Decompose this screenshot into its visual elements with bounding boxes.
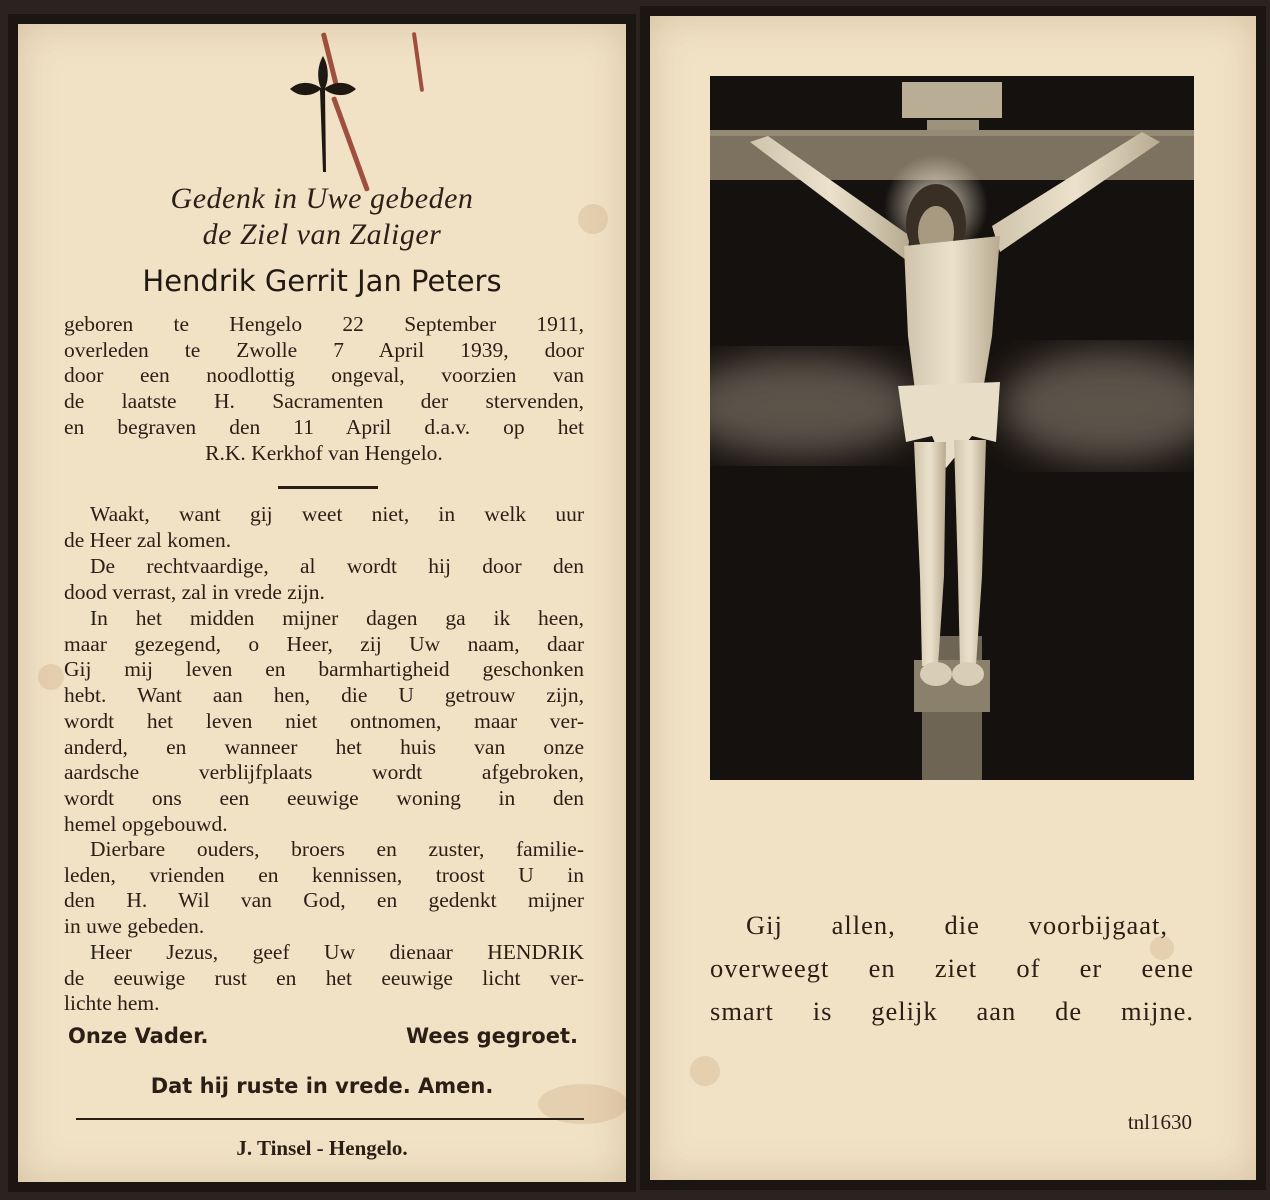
- text-line: hebt. Want aan hen, die U getrouw zijn,: [64, 683, 584, 708]
- cross-icon: [288, 54, 358, 174]
- text-line: anderd, en wanneer het huis van onze: [64, 734, 584, 759]
- text-line: leden, vrienden en kennissen, troost U in: [64, 862, 584, 887]
- deceased-name: Hendrik Gerrit Jan Peters: [142, 264, 502, 298]
- paragraph-3: [64, 606, 584, 837]
- paragraph-1: [64, 502, 584, 553]
- paragraph-4: [64, 837, 584, 940]
- heading-line-1: Gedenk in Uwe gebeden: [170, 182, 474, 215]
- text-line: Waakt, want gij weet niet, in welk uur: [90, 502, 584, 526]
- text-line: wordt ons een eeuwige woning in den: [64, 785, 584, 810]
- text-line: in uwe gebeden.: [64, 914, 205, 939]
- bio-line: door een noodlottig ongeval, voorzien van: [64, 363, 584, 388]
- bio-line: overleden te Zwolle 7 April 1939, door: [64, 337, 584, 362]
- bio-line: R.K. Kerkhof van Hengelo.: [205, 440, 443, 465]
- paragraph-2: [64, 554, 584, 605]
- foxing-stain: [38, 664, 64, 690]
- text-line: maar gezegend, o Heer, zij Uw naam, daar: [64, 631, 584, 656]
- divider: [76, 1118, 584, 1120]
- bio-line: de laatste H. Sacramenten der stervenden,: [64, 389, 584, 414]
- crucifixion-image: [710, 76, 1194, 780]
- memorial-card-text-side: [8, 14, 636, 1192]
- text-line: Dierbare ouders, broers en zuster, familie-: [90, 837, 584, 861]
- prayer-hail-mary: Wees gegroet.: [405, 1024, 578, 1048]
- ink-mark: [412, 32, 424, 92]
- bio-line: geboren te Hengelo 22 September 1911,: [64, 312, 584, 336]
- text-line: De rechtvaardige, al wordt hij door den: [90, 554, 584, 578]
- text-line: Gij mij leven en barmhartigheid geschonken: [64, 657, 584, 682]
- heading-line-2: de Ziel van Zaliger: [202, 218, 442, 251]
- text-line: lichte hem.: [64, 991, 160, 1016]
- quote-line: Gij allen, die voorbijgaat,: [746, 910, 1168, 940]
- text-line: aardsche verblijfplaats wordt afgebroken,: [64, 760, 584, 785]
- divider: [278, 486, 378, 489]
- memorial-card-image-side: [640, 6, 1266, 1190]
- prayer-our-father: Onze Vader.: [68, 1024, 209, 1048]
- scripture-quote: [710, 904, 1194, 1033]
- text-line: de eeuwige rust en het eeuwige licht ver-: [64, 965, 584, 990]
- text-line: den H. Wil van God, en gedenkt mijner: [64, 888, 584, 913]
- foxing-stain: [690, 1056, 720, 1086]
- bio-block: [64, 312, 584, 466]
- quote-line: overweegt en ziet of er eene: [710, 953, 1194, 983]
- reference-code: tnl1630: [1127, 1110, 1192, 1134]
- paragraph-5: [64, 940, 584, 1017]
- text-line: dood verrast, zal in vrede zijn.: [64, 579, 325, 604]
- text-line: Heer Jezus, geef Uw dienaar HENDRIK: [90, 940, 584, 964]
- text-line: hemel opgebouwd.: [64, 811, 228, 836]
- text-line: de Heer zal komen.: [64, 527, 232, 552]
- bio-line: en begraven den 11 April d.a.v. op het: [64, 414, 584, 439]
- text-line: In het midden mijner dagen ga ik heen,: [90, 606, 584, 630]
- quote-line: smart is gelijk aan de mijne.: [710, 996, 1194, 1026]
- printer-imprint: J. Tinsel - Hengelo.: [236, 1136, 408, 1160]
- text-line: wordt het leven niet ontnomen, maar ver-: [64, 708, 584, 733]
- closing-line: Dat hij ruste in vrede. Amen.: [150, 1074, 494, 1098]
